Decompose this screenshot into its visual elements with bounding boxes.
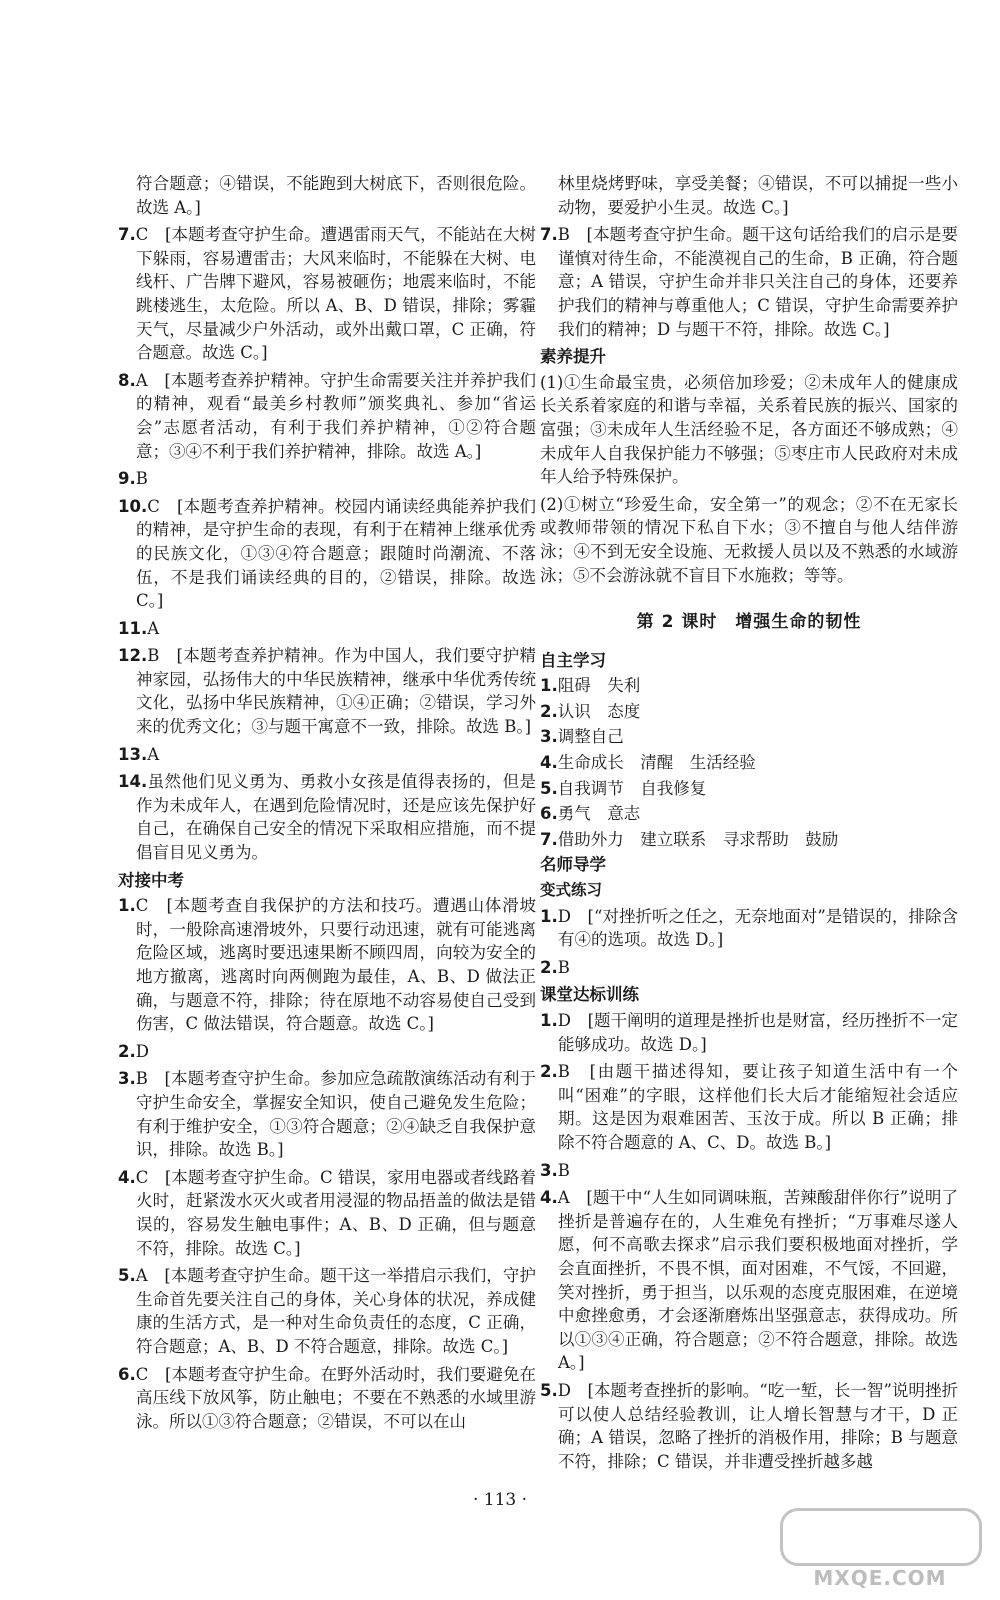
answer-item — [118, 1067, 536, 1161]
section-title-training: 课堂达标训练 — [540, 985, 639, 1005]
fill-answer-item — [540, 725, 958, 749]
answer-item — [540, 1060, 958, 1154]
answer-item — [118, 495, 536, 613]
answer-item — [540, 1159, 958, 1183]
item-number: 7. — [540, 225, 558, 245]
answer-list — [118, 223, 536, 864]
section-title-guide: 名师导学 — [540, 855, 606, 875]
paragraph: (2)①树立“珍爱生命，安全第一”的观念；②不在无家长或教师带领的情况下私自下水；③不擅自与他人结伴游泳；④不到无安全设施、无救援人员以及不熟悉的水域游泳；⑤不会游泳就不盲目下水施救；等等。 — [540, 494, 958, 585]
item-number: 11. — [118, 618, 148, 638]
fill-answer-list — [540, 674, 958, 851]
item-text: B — [557, 957, 570, 977]
item-text: A — [147, 744, 160, 764]
item-number: 3. — [540, 1160, 558, 1180]
item-number: 7. — [540, 829, 558, 849]
answer-item — [540, 1186, 958, 1375]
right-column — [540, 172, 958, 1477]
answer-item — [540, 1379, 958, 1473]
answer-item — [118, 1166, 536, 1260]
answer-item — [118, 467, 536, 491]
answer-item — [118, 770, 536, 864]
answer-item — [118, 644, 536, 738]
answer-list — [540, 1009, 958, 1473]
item-text: A — [147, 618, 160, 638]
item-number: 1. — [118, 896, 136, 916]
item-text: C [本题考查守护生命。C 错误，家用电器或者线路着火时，赶紧泼水灭火或者用浸湿的物品捂盖的做法是错误的，容易发生触电事件；A、B、D 正确，但与题意不符，排除。故选 C。] — [135, 1167, 536, 1258]
left-column — [118, 172, 536, 1437]
item-text: A [题干中“人生如同调味瓶，苦辣酸甜伴你行”说明了挫折是普遍存在的，人生难免有挫折；“万事难尽遂人愿，何不高歌去探求”启示我们要积极地面对挫折，学会直面挫折，不畏不惧，面对困难，不气馁，不回避，笑对挫折，勇于担当，以乐观的态度克服困难，在逆境中愈挫愈勇，才会逐渐磨炼出坚强意志，获得成功。所以①③④正确，符合题意；②不符合题意，排除。故选 A。] — [557, 1188, 958, 1373]
item-number: 2. — [118, 1041, 136, 1061]
fill-answer-item — [540, 700, 958, 724]
item-number: 4. — [118, 1167, 136, 1187]
item-number: 2. — [540, 1062, 558, 1082]
item-text: 虽然他们见义勇为、勇救小女孩是值得表扬的，但是作为未成年人，在遇到危险情况时，还是应该先保护好自己，在确保自己安全的情况下采取相应措施，而不提倡盲目见义勇为。 — [136, 772, 536, 863]
fill-answer-item — [540, 802, 958, 826]
item-number: 6. — [118, 1364, 136, 1384]
answer-item — [118, 369, 536, 463]
item-text: B [本题考查养护精神。作为中国人，我们要守护精神家园，弘扬伟大的中华民族精神，继承中华优秀传统文化，弘扬中华民族精神，①④正确；②错误，学习外来的优秀文化；③与题干寓意不一致，排除。故选 B。] — [136, 646, 536, 737]
item-text: 勇气 意志 — [557, 804, 641, 824]
item-text: C [本题考查自我保护的方法和技巧。遭遇山体滑坡时，一般除高速滑坡外，只要行动迅速，就有可能逃离危险区域，逃离时要迅速果断不顾四周，向较为安全的地方撤离，逃离时向两侧跑为最佳，A、B、D 做法正确，与题意不符，排除；待在原地不动容易使自己受到伤害，C 做法错误，符合题意。故选 C。] — [135, 896, 536, 1034]
item-number: 1. — [540, 1011, 558, 1030]
watermark-text: MXQE.COM — [813, 1566, 947, 1590]
item-number: 14. — [118, 772, 148, 792]
answer-item — [540, 223, 958, 341]
item-text: C [本题考查守护生命。在野外活动时，我们要避免在高压线下放风筝，防止触电；不要在不熟悉的水域里游泳。所以①③符合题意；②错误，不可以在山 — [135, 1364, 536, 1431]
fill-answer-item — [540, 828, 958, 852]
continued-answer: 林里烧烤野味，享受美餐；④错误，不可以捕捉一些小动物，要爱护小生灵。故选 C。] — [558, 174, 958, 217]
item-text: B [本题考查守护生命。题干这句话给我们的启示是要谨慎对待生命，不能漠视自己的生命，B 正确，符合题意；A 错误，守护生命并非只关注自己的身体，还要养护我们的精神与尊重他人；C 错误，守护生命需要养护我们的精神；D 与题干不符，排除。故选 C。] — [557, 225, 958, 339]
answer-item — [118, 1363, 536, 1434]
watermark-logo — [780, 1508, 980, 1592]
item-number: 7. — [118, 225, 136, 245]
item-text: B — [557, 1160, 570, 1180]
item-number: 4. — [540, 753, 558, 773]
item-text: 借助外力 建立联系 寻求帮助 鼓励 — [557, 829, 839, 849]
answer-item — [118, 743, 536, 767]
answer-item — [118, 1040, 536, 1064]
item-number: 5. — [118, 1266, 136, 1286]
item-number: 13. — [118, 744, 148, 764]
item-number: 4. — [540, 1188, 558, 1208]
answer-item — [540, 905, 958, 952]
item-text: D [题干阐明的道理是挫折也是财富，经历挫折不一定能够成功。故选 D。] — [557, 1011, 958, 1054]
answer-item — [540, 1009, 958, 1056]
answer-item — [118, 617, 536, 641]
item-number: 8. — [118, 370, 136, 390]
section-title-improve: 素养提升 — [540, 347, 606, 367]
item-number: 2. — [540, 957, 558, 977]
paragraph: (1)①生命最宝贵，必须倍加珍爱；②未成年人的健康成长关系着家庭的和谐与幸福，关系着民族的振兴、国家的富强；③未成年人生活经验不足，各方面还不够成熟；④未成年人自我保护能力不够强；⑤枣庄市人民政府对未成年人给予特殊保护。 — [540, 372, 958, 487]
item-number: 1. — [540, 676, 558, 696]
item-text: B [由题干描述得知，要让孩子知道生活中有一个叫“困难”的字眼，这样他们长大后才能缩短社会适应期。这是因为艰难困苦、玉汝于成。所以 B 正确；排除不符合题意的 A、C、D。故选 B。] — [557, 1062, 958, 1152]
item-text: B — [135, 469, 148, 489]
fill-answer-item — [540, 777, 958, 801]
item-number: 6. — [540, 804, 558, 824]
item-text: D [“对挫折听之任之，无奈地面对”是错误的，排除含有④的选项。故选 D。] — [557, 906, 958, 950]
item-text: 调整自己 — [557, 727, 624, 747]
section-title-self-study: 自主学习 — [540, 650, 606, 670]
item-number: 12. — [118, 646, 148, 666]
fill-answer-item — [540, 674, 958, 698]
item-text: C [本题考查养护精神。校园内诵读经典能养护我们的精神，是守护生命的表现，有利于在精神上继承优秀的民族文化，①③④符合题意；跟随时尚潮流、不落伍，不是我们诵读经典的目的，②错误，排除。故选 C。] — [136, 496, 536, 611]
watermark-badge-icon — [780, 1508, 982, 1566]
item-text: D — [135, 1041, 149, 1061]
item-number: 5. — [540, 778, 558, 798]
item-number: 3. — [540, 727, 558, 747]
item-number: 1. — [540, 906, 558, 926]
item-text: 认识 态度 — [557, 701, 641, 721]
lesson-title: 第 2 课时 增强生命的韧性 — [636, 612, 862, 633]
item-text: A [本题考查养护精神。守护生命需要关注并养护我们的精神，观看“最美乡村教师”颁奖典礼、参加“省运会”志愿者活动，有利于我们养护精神，①②符合题意；③④不利于我们养护精神，排除。故选 A。] — [135, 370, 536, 461]
item-number: 9. — [118, 469, 136, 489]
item-number: 10. — [118, 496, 148, 516]
answer-list — [540, 223, 958, 341]
item-text: C [本题考查守护生命。遭遇雷雨天气，不能站在大树下躲雨，容易遭雷击；大风来临时，不能躲在大树、电线杆、广告牌下避风，容易被砸伤；地震来临时，不能跳楼逃生，太危险。所以 A、B、D 错误，排除；雾霾天气，尽量减少户外活动，或外出戴口罩，C 正确，符合题意。故选 C。] — [135, 225, 536, 363]
item-text: A [本题考查守护生命。题干这一举措启示我们，守护生命首先要关注自己的身体，关心身体的状况，养成健康的生活方式，是一种对生命负责任的态度，C 正确，符合题意；A、B、D 不符合题意，排除。故选 C。] — [135, 1266, 536, 1356]
answer-list — [540, 905, 958, 980]
item-number: 2. — [540, 701, 558, 721]
item-number: 3. — [118, 1069, 136, 1089]
answer-item — [118, 894, 536, 1036]
answer-item — [540, 956, 958, 980]
item-text: B [本题考查守护生命。参加应急疏散演练活动有利于守护生命安全，掌握安全知识，使自己避免发生危险；有利于维护安全，①③符合题意；②④缺乏自我保护意识，排除。故选 B。] — [135, 1069, 536, 1160]
item-text: D [本题考查挫折的影响。“吃一堑，长一智”说明挫折可以使人总结经验教训，让人增长智慧与才干，D 正确；A 错误，忽略了挫折的消极作用，排除；B 与题意不符，排除；C 错误，并非遭受挫折越多越 — [557, 1380, 958, 1471]
continued-answer: 符合题意；④错误，不能跑到大树底下，否则很危险。故选 A。] — [136, 174, 536, 217]
item-text: 阻碍 失利 — [557, 676, 641, 696]
item-text: 生命成长 清醒 生活经验 — [557, 753, 756, 773]
item-number: 5. — [540, 1380, 558, 1400]
answer-item — [118, 223, 536, 365]
subsection-title-practice: 变式练习 — [540, 881, 603, 900]
fill-answer-item — [540, 751, 958, 775]
answer-item — [118, 1264, 536, 1358]
item-text: 自我调节 自我修复 — [557, 778, 707, 798]
answer-list — [118, 894, 536, 1433]
section-title-exam: 对接中考 — [118, 870, 184, 890]
page-number: · 113 · — [472, 1490, 528, 1510]
